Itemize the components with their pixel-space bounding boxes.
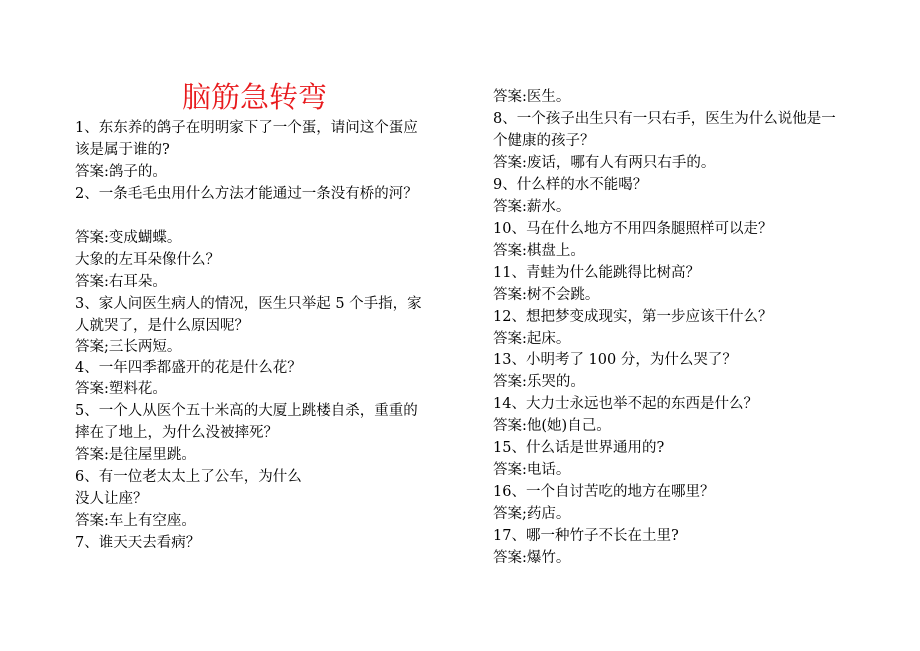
- text-line: 4、一年四季都盛开的花是什么花？: [75, 360, 302, 376]
- text-line: 答案:变成蝴蝶。: [75, 230, 182, 246]
- text-line: 答案:车上有空座。: [75, 513, 196, 529]
- text-line: 答案:鸽子的。: [75, 164, 167, 180]
- text-line: 答案:薪水。: [493, 199, 571, 215]
- text-line: 2、一条毛毛虫用什么方法才能通过一条没有桥的河？: [75, 186, 418, 202]
- text-line: 12、想把梦变成现实，第一步应该干什么？: [493, 309, 773, 325]
- text-line: 答案:他(她)自己。: [493, 418, 611, 434]
- text-line: 14、大力士永远也举不起的东西是什么？: [493, 396, 758, 412]
- text-line: 人就哭了，是什么原因呢？: [75, 318, 249, 334]
- text-line: 该是属于谁的?: [75, 142, 170, 158]
- page-title: 脑筋急转弯: [182, 80, 328, 114]
- text-line: 个健康的孩子？: [493, 133, 595, 149]
- text-line: 答案:废话，哪有人有两只右手的。: [493, 155, 716, 171]
- text-line: 答案:是往屋里跳。: [75, 447, 196, 463]
- text-line: 15、什么话是世界通用的?: [493, 440, 665, 456]
- text-line: 答案:乐哭的。: [493, 374, 585, 390]
- text-line: 13、小明考了 100 分，为什么哭了？: [493, 352, 737, 368]
- text-line: 答案:电话。: [493, 462, 571, 478]
- text-line: 答案;三长两短。: [75, 339, 182, 355]
- text-line: 16、一个自讨苦吃的地方在哪里？: [493, 484, 715, 500]
- text-line: 9、什么样的水不能喝？: [493, 177, 648, 193]
- text-line: 5、一个人从医个五十米高的大厦上跳楼自杀，重重的: [75, 403, 418, 419]
- text-line: 6、有一位老太太上了公车，为什么: [75, 469, 302, 485]
- text-line: 答案:医生。: [493, 89, 571, 105]
- text-line: 摔在了地上，为什么没被摔死？: [75, 425, 278, 441]
- text-line: 1、东东养的鸽子在明明家下了一个蛋，请问这个蛋应: [75, 120, 418, 136]
- text-line: 大象的左耳朵像什么？: [75, 252, 220, 268]
- text-line: 答案:右耳朵。: [75, 274, 167, 290]
- text-line: 答案;药店。: [493, 506, 571, 522]
- text-line: 答案:树不会跳。: [493, 287, 600, 303]
- text-line: 7、谁天天去看病？: [75, 535, 201, 551]
- text-line: 答案:棋盘上。: [493, 243, 585, 259]
- text-line: 17、哪一种竹子不长在土里?: [493, 528, 679, 544]
- text-line: 没人让座？: [75, 491, 148, 507]
- text-line: 答案:塑料花。: [75, 381, 167, 397]
- text-line: 答案:起床。: [493, 331, 571, 347]
- text-line: 答案:爆竹。: [493, 550, 571, 566]
- text-line: 10、马在什么地方不用四条腿照样可以走？: [493, 221, 773, 237]
- text-line: 8、一个孩子出生只有一只右手，医生为什么说他是一: [493, 111, 836, 127]
- text-line: 11、青蛙为什么能跳得比树高？: [493, 265, 700, 281]
- text-line: 3、家人问医生病人的情况，医生只举起 5 个手指，家: [75, 296, 422, 312]
